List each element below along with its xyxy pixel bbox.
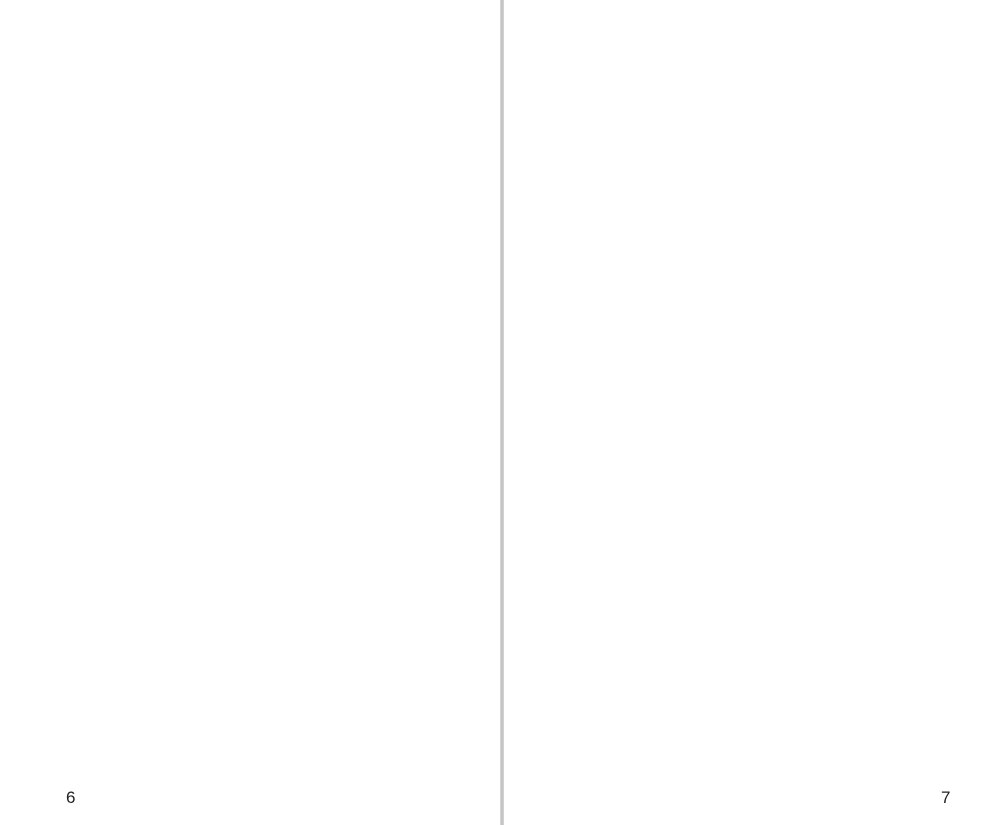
- right-page-number: 7: [941, 788, 951, 807]
- left-page-number: 6: [66, 788, 76, 807]
- right-page: [504, 0, 1000, 825]
